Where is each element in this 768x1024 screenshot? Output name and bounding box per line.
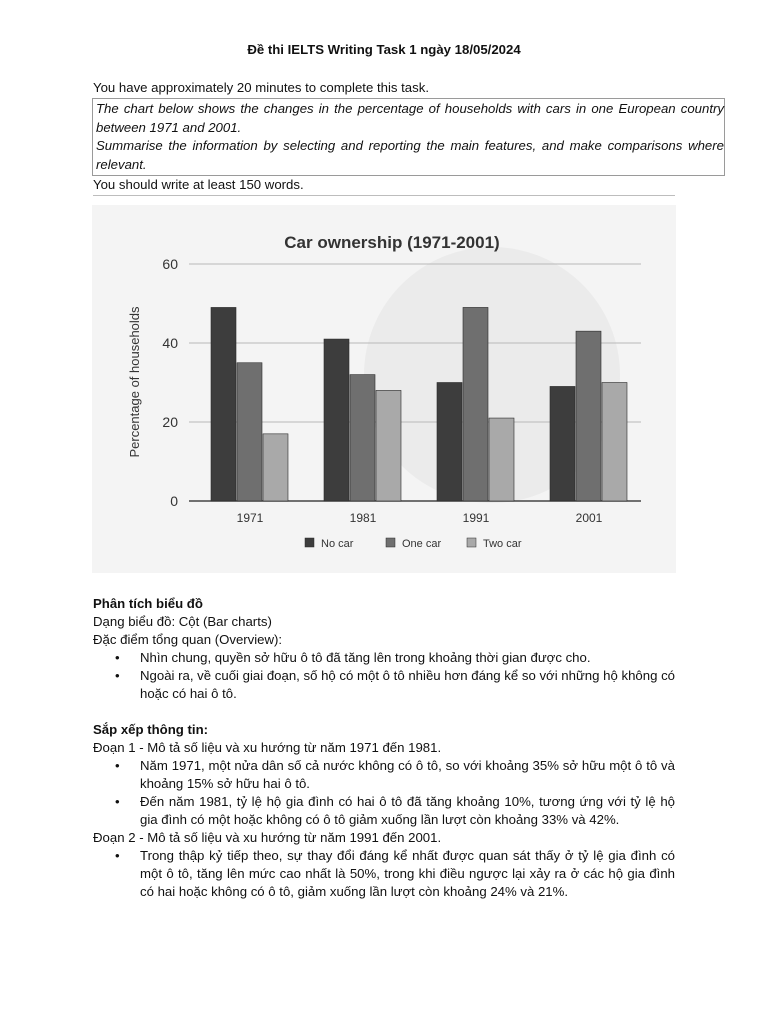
bar-chart (92, 205, 676, 573)
legend (305, 538, 522, 550)
task-prompt-box (92, 98, 725, 176)
spacer (93, 703, 675, 721)
bar-no-car (324, 339, 349, 501)
bar-two-car (489, 418, 514, 501)
bar-one-car (463, 307, 488, 501)
bar-one-car (237, 363, 262, 501)
time-note: You have approximately 20 minutes to complete this task. (93, 80, 429, 95)
y-tick-label: 20 (162, 414, 178, 430)
legend-label: No car (321, 538, 354, 550)
y-tick-label: 60 (162, 256, 178, 272)
word-count-note: You should write at least 150 words. (93, 177, 304, 192)
task-prompt-line-1: The chart below shows the changes in the percentage of households with cars in one European country between 1971 and 2001. (96, 101, 724, 135)
bar-one-car (350, 375, 375, 501)
legend-label: Two car (483, 538, 522, 550)
y-tick-labels (162, 256, 178, 509)
overview-list (93, 649, 675, 703)
bar-two-car (602, 383, 627, 502)
chart-type-line: Dạng biểu đồ: Cột (Bar charts) (93, 614, 272, 629)
bar-no-car (550, 386, 575, 501)
legend-label: One car (402, 538, 442, 550)
legend-swatch (467, 538, 476, 547)
y-tick-label: 40 (162, 335, 178, 351)
x-tick-label: 1991 (462, 511, 490, 525)
paragraph-2-label: Đoạn 2 - Mô tả số liệu và xu hướng từ năm 1991 đến 2001. (93, 830, 442, 845)
list-item: • Năm 1971, một nửa dân số cả nước không có ô tô, so với khoảng 35% sở hữu một ô tô và khoảng 15% sở hữu hai ô tô. (93, 757, 675, 793)
legend-swatch (305, 538, 314, 547)
x-tick-label: 2001 (575, 511, 603, 525)
bar-two-car (263, 434, 288, 501)
analysis-heading: Phân tích biểu đồ (93, 596, 203, 611)
y-tick-label: 0 (170, 493, 178, 509)
list-item: • Đến năm 1981, tỷ lệ hộ gia đình có hai ô tô đã tăng khoảng 10%, tương ứng với tỷ lệ hộ gia đình có một hoặc không có ô tô giảm xuống lần lượt còn khoảng 33% và 42%. (93, 793, 675, 829)
arrange-heading: Sắp xếp thông tin: (93, 722, 209, 737)
x-tick-label: 1971 (236, 511, 264, 525)
page-title: Đề thi IELTS Writing Task 1 ngày 18/05/2024 (247, 42, 521, 57)
overview-label: Đặc điểm tổng quan (Overview): (93, 632, 283, 647)
list-item: • Trong thập kỷ tiếp theo, sự thay đổi đáng kể nhất được quan sát thấy ở tỷ lệ gia đình có một ô tô, tăng lên mức cao nhất là 50%, trong khi điều ngược lại xảy ra ở các hộ gia đình có hai hoặc không có ô tô, giảm xuống lần lượt còn khoảng 24% và 21%. (93, 847, 675, 901)
y-axis-label: Percentage of households (127, 306, 142, 458)
paragraph-2-list (93, 847, 675, 901)
chart-svg (92, 205, 676, 573)
x-tick-labels (237, 511, 603, 525)
bar-no-car (437, 383, 462, 502)
analysis-section (93, 595, 675, 901)
bar-no-car (211, 307, 236, 501)
list-item: • Ngoài ra, về cuối giai đoạn, số hộ có một ô tô nhiều hơn đáng kể so với những hộ không có hoặc có hai ô tô. (93, 667, 675, 703)
bar-two-car (376, 390, 401, 501)
task-prompt-line-2: Summarise the information by selecting and reporting the main features, and make comparisons where relevant. (96, 138, 724, 172)
paragraph-1-list (93, 757, 675, 829)
divider (93, 195, 675, 196)
chart-title: Car ownership (1971-2001) (284, 233, 500, 252)
paragraph-1-label: Đoạn 1 - Mô tả số liệu và xu hướng từ năm 1971 đến 1981. (93, 740, 442, 755)
x-tick-label: 1981 (349, 511, 377, 525)
legend-swatch (386, 538, 395, 547)
bar-one-car (576, 331, 601, 501)
list-item: • Nhìn chung, quyền sở hữu ô tô đã tăng lên trong khoảng thời gian được cho. (93, 649, 675, 667)
